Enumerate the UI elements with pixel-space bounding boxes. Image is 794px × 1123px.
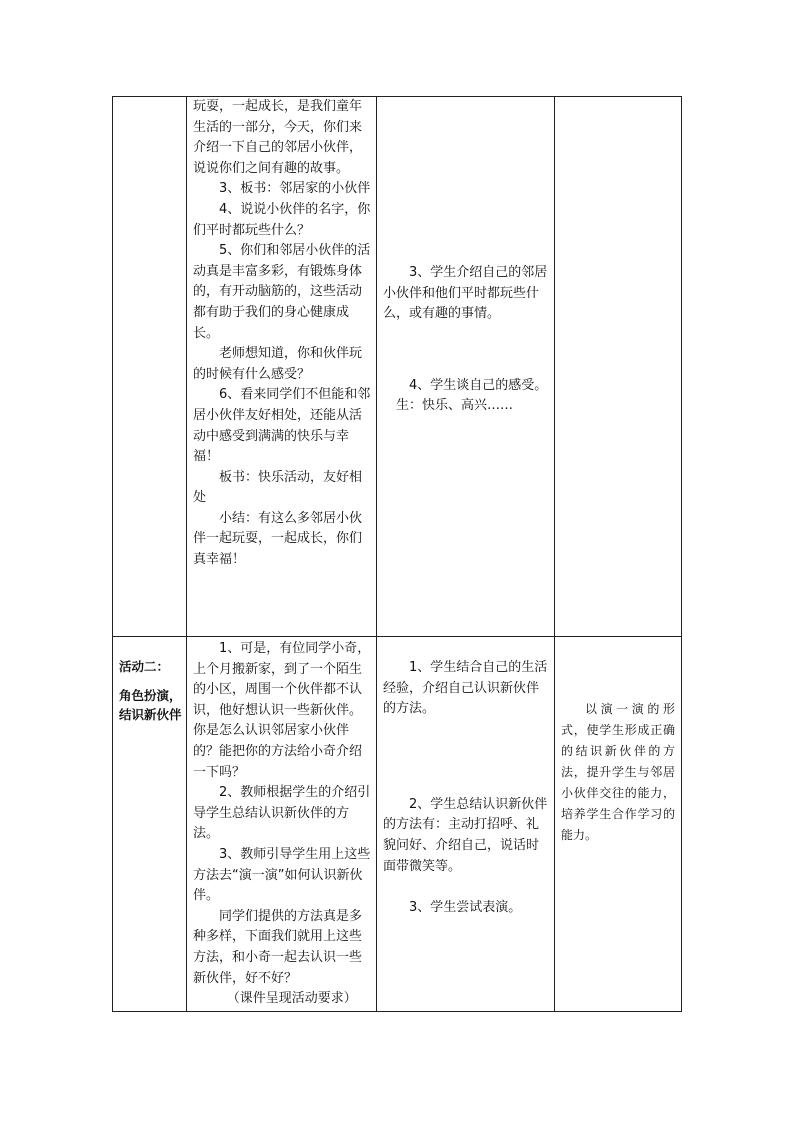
- student-text: 3、学生介绍自己的邻居小伙伴和他们平时都玩些什么，或有趣的事情。: [383, 265, 548, 322]
- student-text: 3、学生尝试表演。: [409, 900, 522, 916]
- design-intent-cell: [555, 637, 682, 1012]
- teacher-text: 1、可是，有位同学小奇，上个月搬新家，到了一个陌生的小区，周围一个伙伴都不认识，他好想认识一些新伙伴。你是怎么认识邻居家小伙伴的？能把你的方法给小奇介绍一下吗？: [193, 641, 371, 780]
- teacher-activity-cell: [187, 97, 377, 637]
- teacher-text: 板书：快乐活动，友好相处: [193, 469, 363, 506]
- student-text: 生：快乐、高兴……: [396, 398, 514, 414]
- activity-label: 活动二：: [119, 659, 170, 674]
- activity-cell: [113, 97, 187, 637]
- teacher-text: 小结：有这么多邻居小伙伴一起玩耍，一起成长，你们真幸福！: [193, 510, 363, 568]
- student-text: 2、学生总结认识新伙伴的方法有：主动打招呼、礼貌问好、介绍自己，说话时面带微笑等。: [383, 796, 548, 874]
- teacher-text: 5、你们和邻居小伙伴的活动真是丰富多彩，有锻炼身体的，有开动脑筋的，这些活动都有助于我们的身心健康成长。: [193, 243, 371, 341]
- table-row: [113, 637, 682, 1012]
- teacher-text: 老师想知道，你和伙伴玩的时候有什么感受？: [193, 346, 363, 382]
- student-activity-cell: [377, 97, 555, 637]
- lesson-plan-table: [112, 96, 682, 1012]
- activity-cell: [113, 637, 187, 1012]
- student-activity-cell: [377, 637, 555, 1012]
- student-text: 1、学生结合自己的生活经验，介绍自己认识新伙伴的方法。: [383, 660, 548, 717]
- teacher-text: 4、说说小伙伴的名字，你们平时都玩些什么？: [193, 201, 371, 238]
- teacher-text: 同学们提供的方法真是多种多样，下面我们就用上这些方法，和小奇一起去认识一些新伙伴，好不好？: [193, 908, 363, 986]
- design-intent-cell: [555, 97, 682, 637]
- teacher-text: 6、看来同学们不但能和邻居小伙伴友好相处，还能从活动中感受到满满的快乐与幸福！: [193, 387, 371, 465]
- teacher-text: 2、教师根据学生的介绍引导学生总结认识新伙伴的方法。: [193, 785, 371, 842]
- teacher-text: 3、教师引导学生用上这些方法去“演一演”如何认识新伙伴。: [193, 846, 371, 904]
- teacher-text: （课件呈现活动要求）: [226, 991, 357, 1007]
- teacher-text: 玩耍，一起成长，是我们童年生活的一部分，今天，你们来介绍一下自己的邻居小伙伴，说说你们之间有趣的故事。: [193, 99, 363, 176]
- activity-name: 角色扮演，结识新伙伴: [119, 688, 182, 722]
- student-text: 4、学生谈自己的感受。: [409, 377, 548, 393]
- design-intent-text: 以演一演的形式，使学生形成正确的结识新伙伴的方法，提升学生与邻居小伙伴交往的能力，培养学生合作学习的能力。: [561, 702, 675, 842]
- table-row: [113, 97, 682, 637]
- teacher-text: 3、板书：邻居家的小伙伴: [219, 181, 371, 197]
- teacher-activity-cell: [187, 637, 377, 1012]
